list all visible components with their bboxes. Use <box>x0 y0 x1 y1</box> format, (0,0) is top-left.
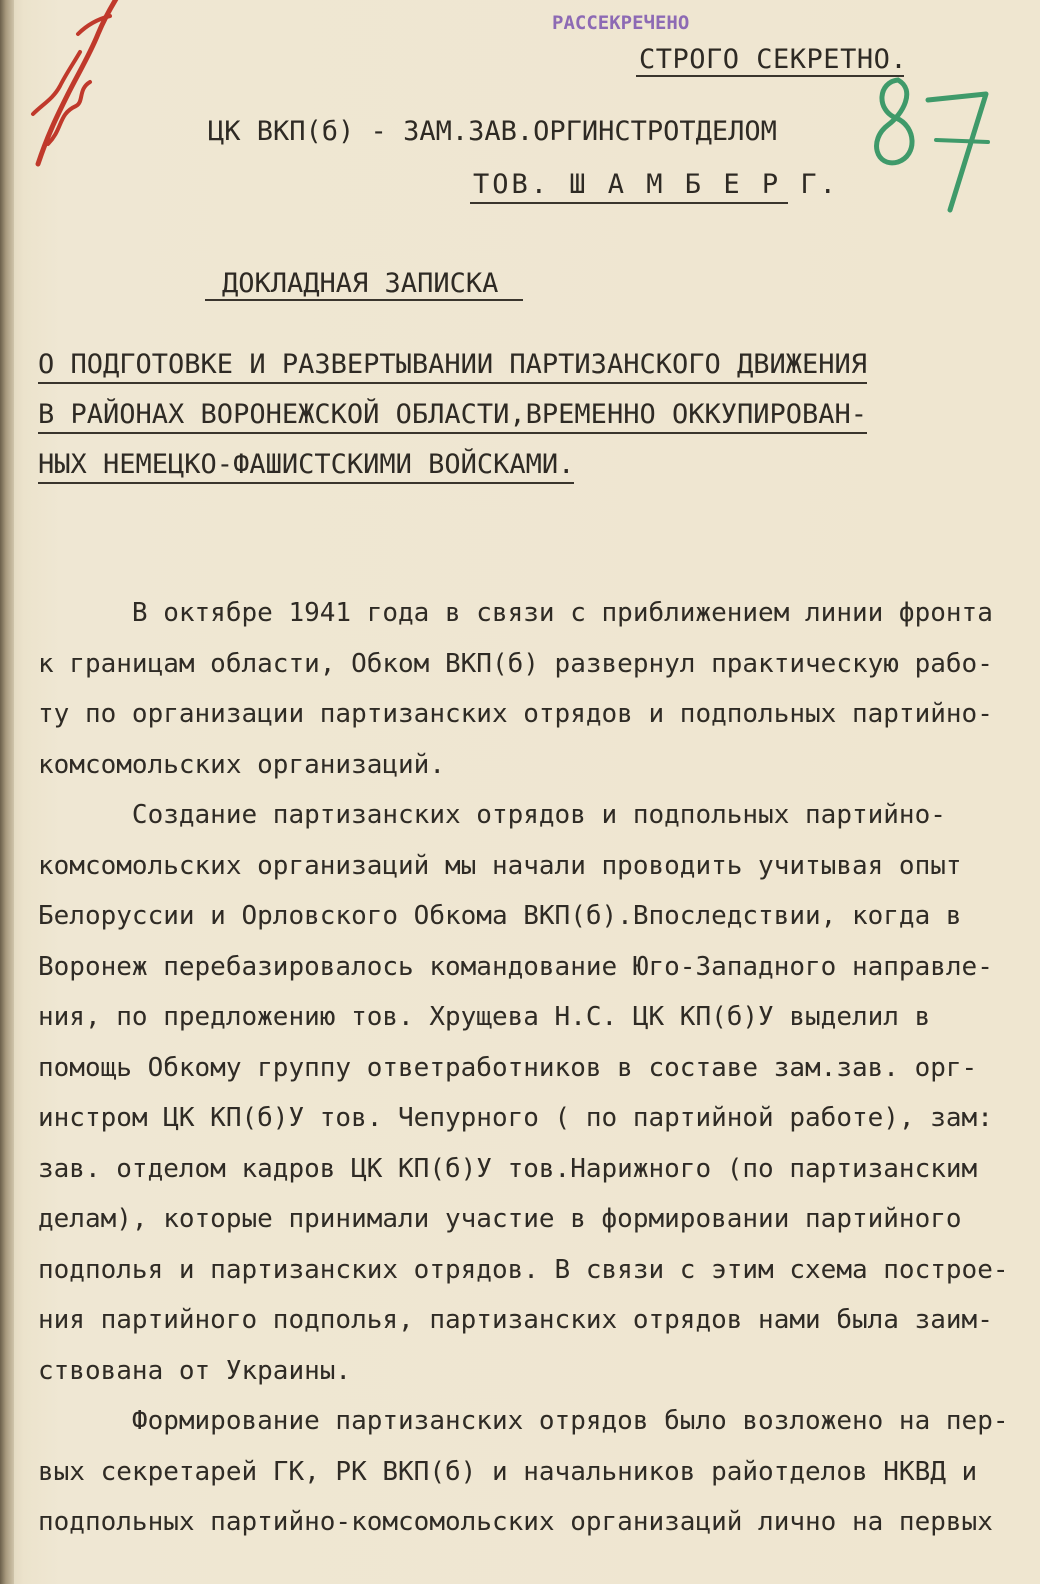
subject-line: НЫХ НЕМЕЦКО-ФАШИСТСКИМИ ВОЙСКАМИ. <box>38 440 888 490</box>
declassified-stamp: РАССЕКРЕЧЕНО <box>552 12 690 34</box>
body-line: Формирование партизанских отрядов было возложено на пер- <box>38 1406 1009 1436</box>
body-line: комсомольских организаций мы начали проводить учитывая опыт <box>38 850 962 881</box>
body-line: к границам области, Обком ВКП(б) развернул практическую рабо- <box>38 648 993 679</box>
classification-label: СТРОГО СЕКРЕТНО. <box>639 44 908 75</box>
body-line: инстром ЦК КП(б)У тов. Чепурного ( по партийной работе), зам: <box>38 1103 993 1133</box>
body-line: Создание партизанских отрядов и подпольных партийно- <box>38 800 946 830</box>
document-subject <box>38 340 888 490</box>
body-line: ния, по предложению тов. Хрущева Н.С. ЦК КП(б)У выделил в <box>38 1002 931 1032</box>
body-line: комсомольских организаций. <box>38 749 445 780</box>
page-binding-edge <box>0 0 14 1584</box>
document-title-underline <box>205 299 523 301</box>
document-title: ДОКЛАДНАЯ ЗАПИСКА <box>222 268 499 299</box>
addressee-underline <box>470 202 788 204</box>
body-line: ту по организации партизанских отрядов и подпольных партийно- <box>38 699 993 729</box>
body-line: подпольных партийно-комсомольских организаций лично на первых <box>38 1507 993 1537</box>
subject-line: О ПОДГОТОВКЕ И РАЗВЕРТЫВАНИИ ПАРТИЗАНСКОГО ДВИЖЕНИЯ <box>38 340 888 390</box>
handwritten-signature-mark <box>18 0 128 174</box>
subject-line: В РАЙОНАХ ВОРОНЕЖСКОЙ ОБЛАСТИ,ВРЕМЕННО ОККУПИРОВАН- <box>38 390 888 440</box>
body-line: зав. отделом кадров ЦК КП(б)У тов.Нарижного (по партизанским <box>38 1153 978 1184</box>
body-line: В октябре 1941 года в связи с приближением линии фронта <box>38 598 993 628</box>
addressee-line-1: ЦК ВКП(б) - ЗАМ.ЗАВ.ОРГИНСТРОТДЕЛОМ <box>208 116 777 147</box>
body-line: Воронеж перебазировалось командование Юго-Западного направле- <box>38 951 993 982</box>
body-line: ствована от Украины. <box>38 1355 352 1386</box>
body-line: ния партийного подполья, партизанских отрядов нами была заим- <box>38 1305 993 1335</box>
body-line: помощь Обкому группу ответработников в составе зам.зав. орг- <box>38 1052 978 1083</box>
document-body <box>38 588 1028 1548</box>
addressee-line-2: ТОВ. Ш А М Б Е Р Г. <box>473 169 839 200</box>
body-line: подполья и партизанских отрядов. В связи с этим схема построе- <box>38 1254 1009 1285</box>
handwritten-page-number <box>858 70 998 220</box>
body-line: делам), которые принимали участие в формировании партийного <box>38 1204 962 1234</box>
body-line: вых секретарей ГК, РК ВКП(б) и начальников райотделов НКВД и <box>38 1456 978 1487</box>
body-line: Белоруссии и Орловского Обкома ВКП(б).Впоследствии, когда в <box>38 901 962 931</box>
